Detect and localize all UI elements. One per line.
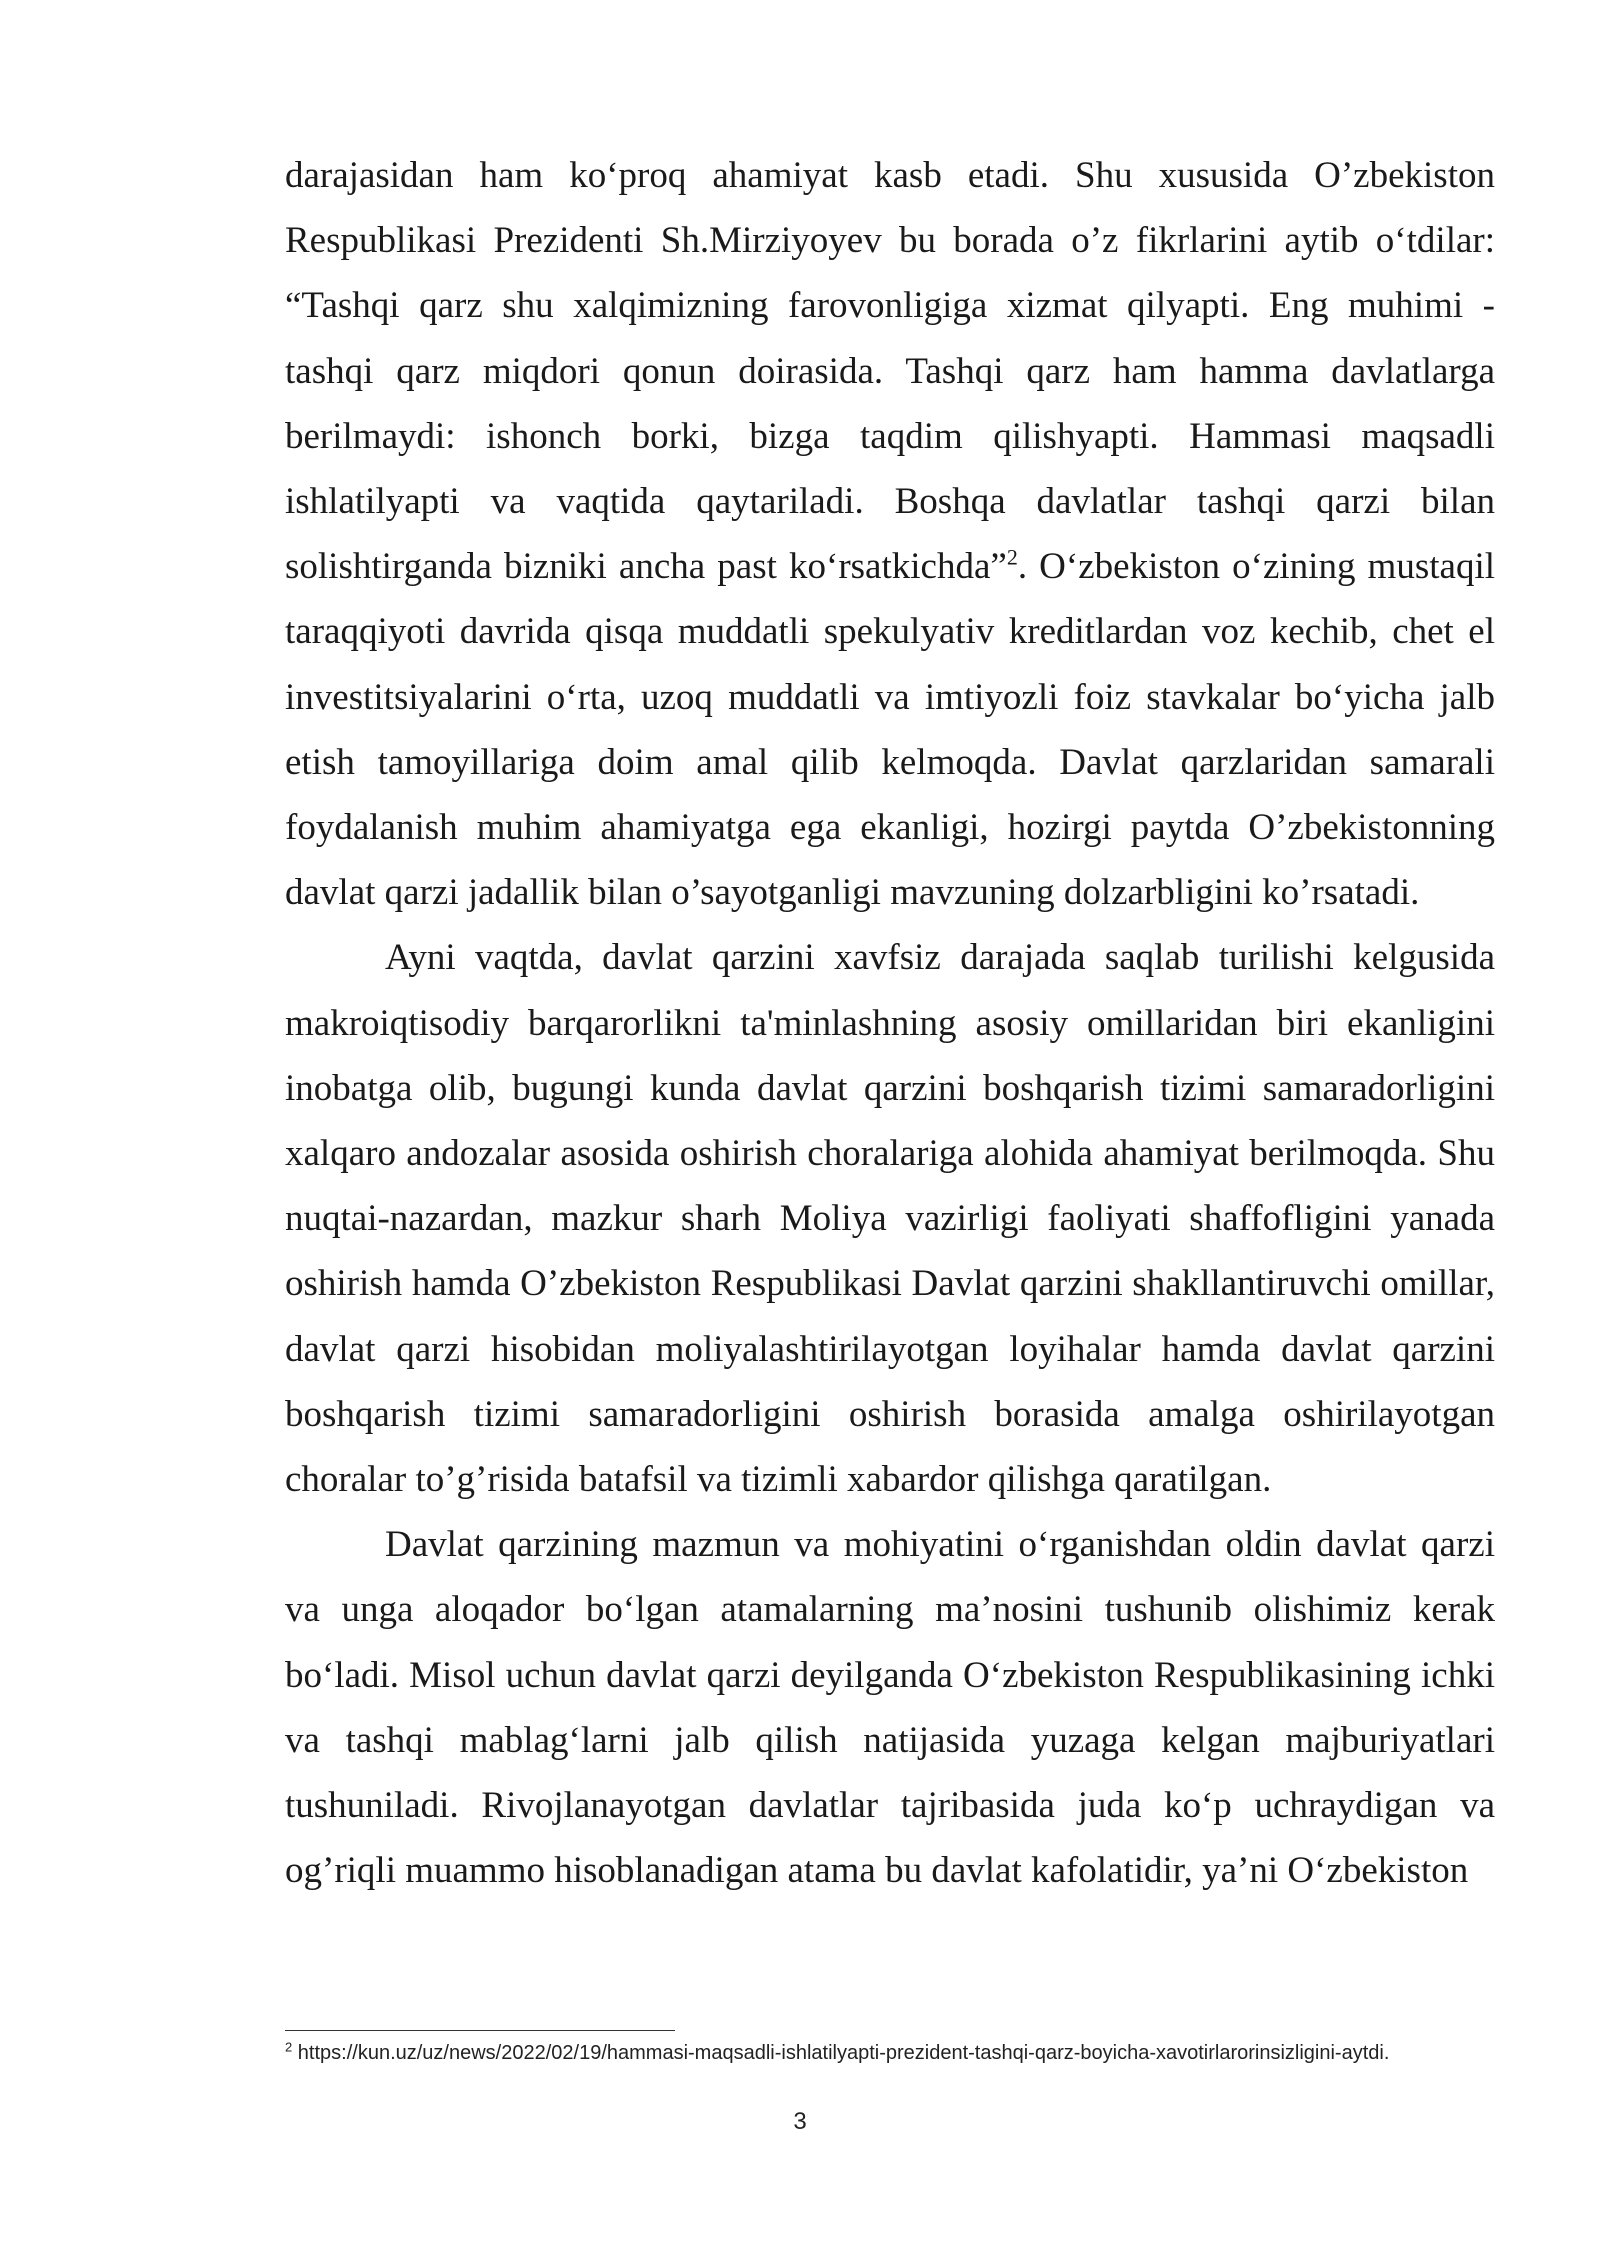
footnote: [285, 2040, 1495, 2067]
paragraph-1-text-after: . O‘zbekiston o‘zining mustaqil taraqqiyoti davrida qisqa muddatli spekulyativ kreditlardan voz kechib, chet el investitsiyalarini o‘rta, uzoq muddatli va imtiyozli foiz stavkalar bo‘yicha jalb etish tamoyillariga doim amal qilib kelmoqda. Davlat qarzlaridan samarali foydalanish muhim ahamiyatga ega ekanligi, hozirgi paytda O’zbekistonning davlat qarzi jadallik bilan o’sayotganligi mavzuning dolzarbligini ko’rsatadi.: [285, 546, 1495, 914]
footnote-reference[interactable]: 2: [1006, 544, 1018, 570]
footnote-separator: [285, 2030, 675, 2031]
page-number: 3: [793, 2108, 807, 2135]
body-text: [285, 143, 1495, 1903]
footnote-link[interactable]: https://kun.uz/uz/news/2022/02/19/hammasi-maqsadli-ishlatilyapti-prezident-tashqi-qarz-boyicha-xavotirlarorinsizligini-aytdi.: [292, 2042, 1390, 2064]
paragraph-3: Davlat qarzining mazmun va mohiyatini o‘rganishdan oldin davlat qarzi va unga aloqador bo‘lgan atamalarning ma’nosini tushunib olishimiz kerak bo‘ladi. Misol uchun davlat qarzi deyilganda O‘zbekiston Respublikasining ichki va tashqi mablag‘larni jalb qilish natijasida yuzaga kelgan majburiyatlari tushuniladi. Rivojlanayotgan davlatlar tajribasida juda ko‘p uchraydigan va og’riqli muammo hisoblanadigan atama bu davlat kafolatidir, ya’ni O‘zbekiston: [285, 1524, 1495, 1892]
paragraph-2: Ayni vaqtda, davlat qarzini xavfsiz darajada saqlab turilishi kelgusida makroiqtisodiy barqarorlikni ta'minlashning asosiy omillaridan biri ekanligini inobatga olib, bugungi kunda davlat qarzini boshqarish tizimi samaradorligini xalqaro andozalar asosida oshirish choralariga alohida ahamiyat berilmoqda. Shu nuqtai-nazardan, mazkur sharh Moliya vazirligi faoliyati shaffofligini yanada oshirish hamda O’zbekiston Respublikasi Davlat qarzini shakllantiruvchi omillar, davlat qarzi hisobidan moliyalashtirilayotgan loyihalar hamda davlat qarzini boshqarish tizimi samaradorligini oshirish borasida amalga oshirilayotgan choralar to’g’risida batafsil va tizimli xabardor qilishga qaratilgan.: [285, 937, 1495, 1501]
paragraph-1-text-before: darajasidan ham ko‘proq ahamiyat kasb etadi. Shu xususida O’zbekiston Respublikasi Prezidenti Sh.Mirziyoyev bu borada o’z fikrlarini aytib o‘tdilar: “Tashqi qarz shu xalqimizning farovonligiga xizmat qilyapti. Eng muhimi - tashqi qarz miqdori qonun doirasida. Tashqi qarz ham hamma davlatlarga berilmaydi: ishonch borki, bizga taqdim qilishyapti. Hammasi maqsadli ishlatilyapti va vaqtida qaytariladi. Boshqa davlatlar tashqi qarzi bilan solishtirganda bizniki ancha past ko‘rsatkichda”: [285, 155, 1495, 588]
footnote-marker: 2: [285, 2039, 293, 2055]
paragraph-1: [285, 143, 1495, 925]
